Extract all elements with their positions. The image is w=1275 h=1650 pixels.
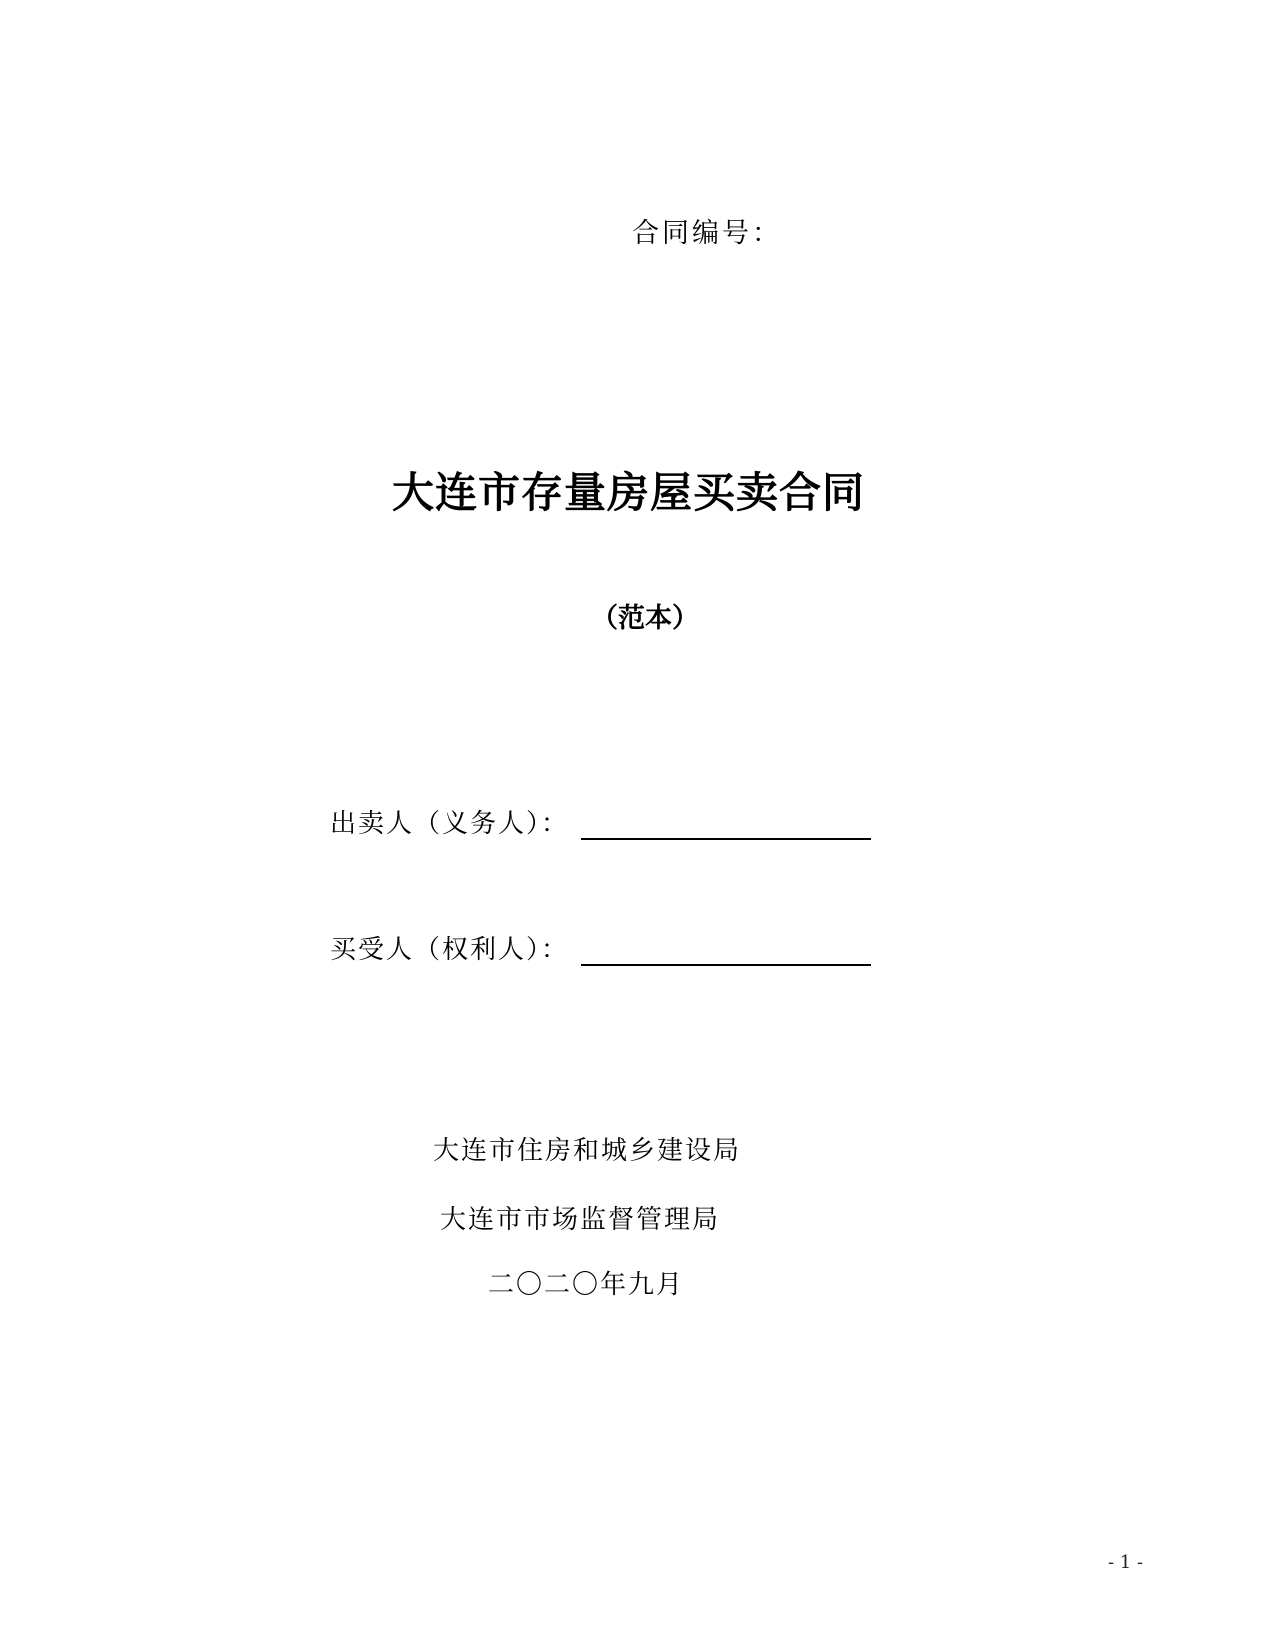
document-title: 大连市存量房屋买卖合同 bbox=[392, 468, 866, 517]
page-number: - 1 - bbox=[1108, 1552, 1144, 1573]
seller-row bbox=[330, 803, 871, 840]
buyer-row bbox=[330, 929, 871, 966]
seller-blank-line bbox=[581, 808, 871, 840]
seller-label: 出卖人（义务人）： bbox=[330, 809, 570, 839]
buyer-label: 买受人（权利人）： bbox=[330, 935, 570, 965]
issuer-housing-bureau: 大连市住房和城乡建设局 bbox=[433, 1136, 742, 1166]
issue-date: 二〇二〇年九月 bbox=[488, 1270, 685, 1300]
document-subtitle: （范本） bbox=[591, 603, 699, 634]
buyer-blank-line bbox=[581, 934, 871, 966]
contract-number-label: 合同编号： bbox=[632, 218, 782, 249]
issuer-market-bureau: 大连市市场监督管理局 bbox=[440, 1205, 721, 1235]
